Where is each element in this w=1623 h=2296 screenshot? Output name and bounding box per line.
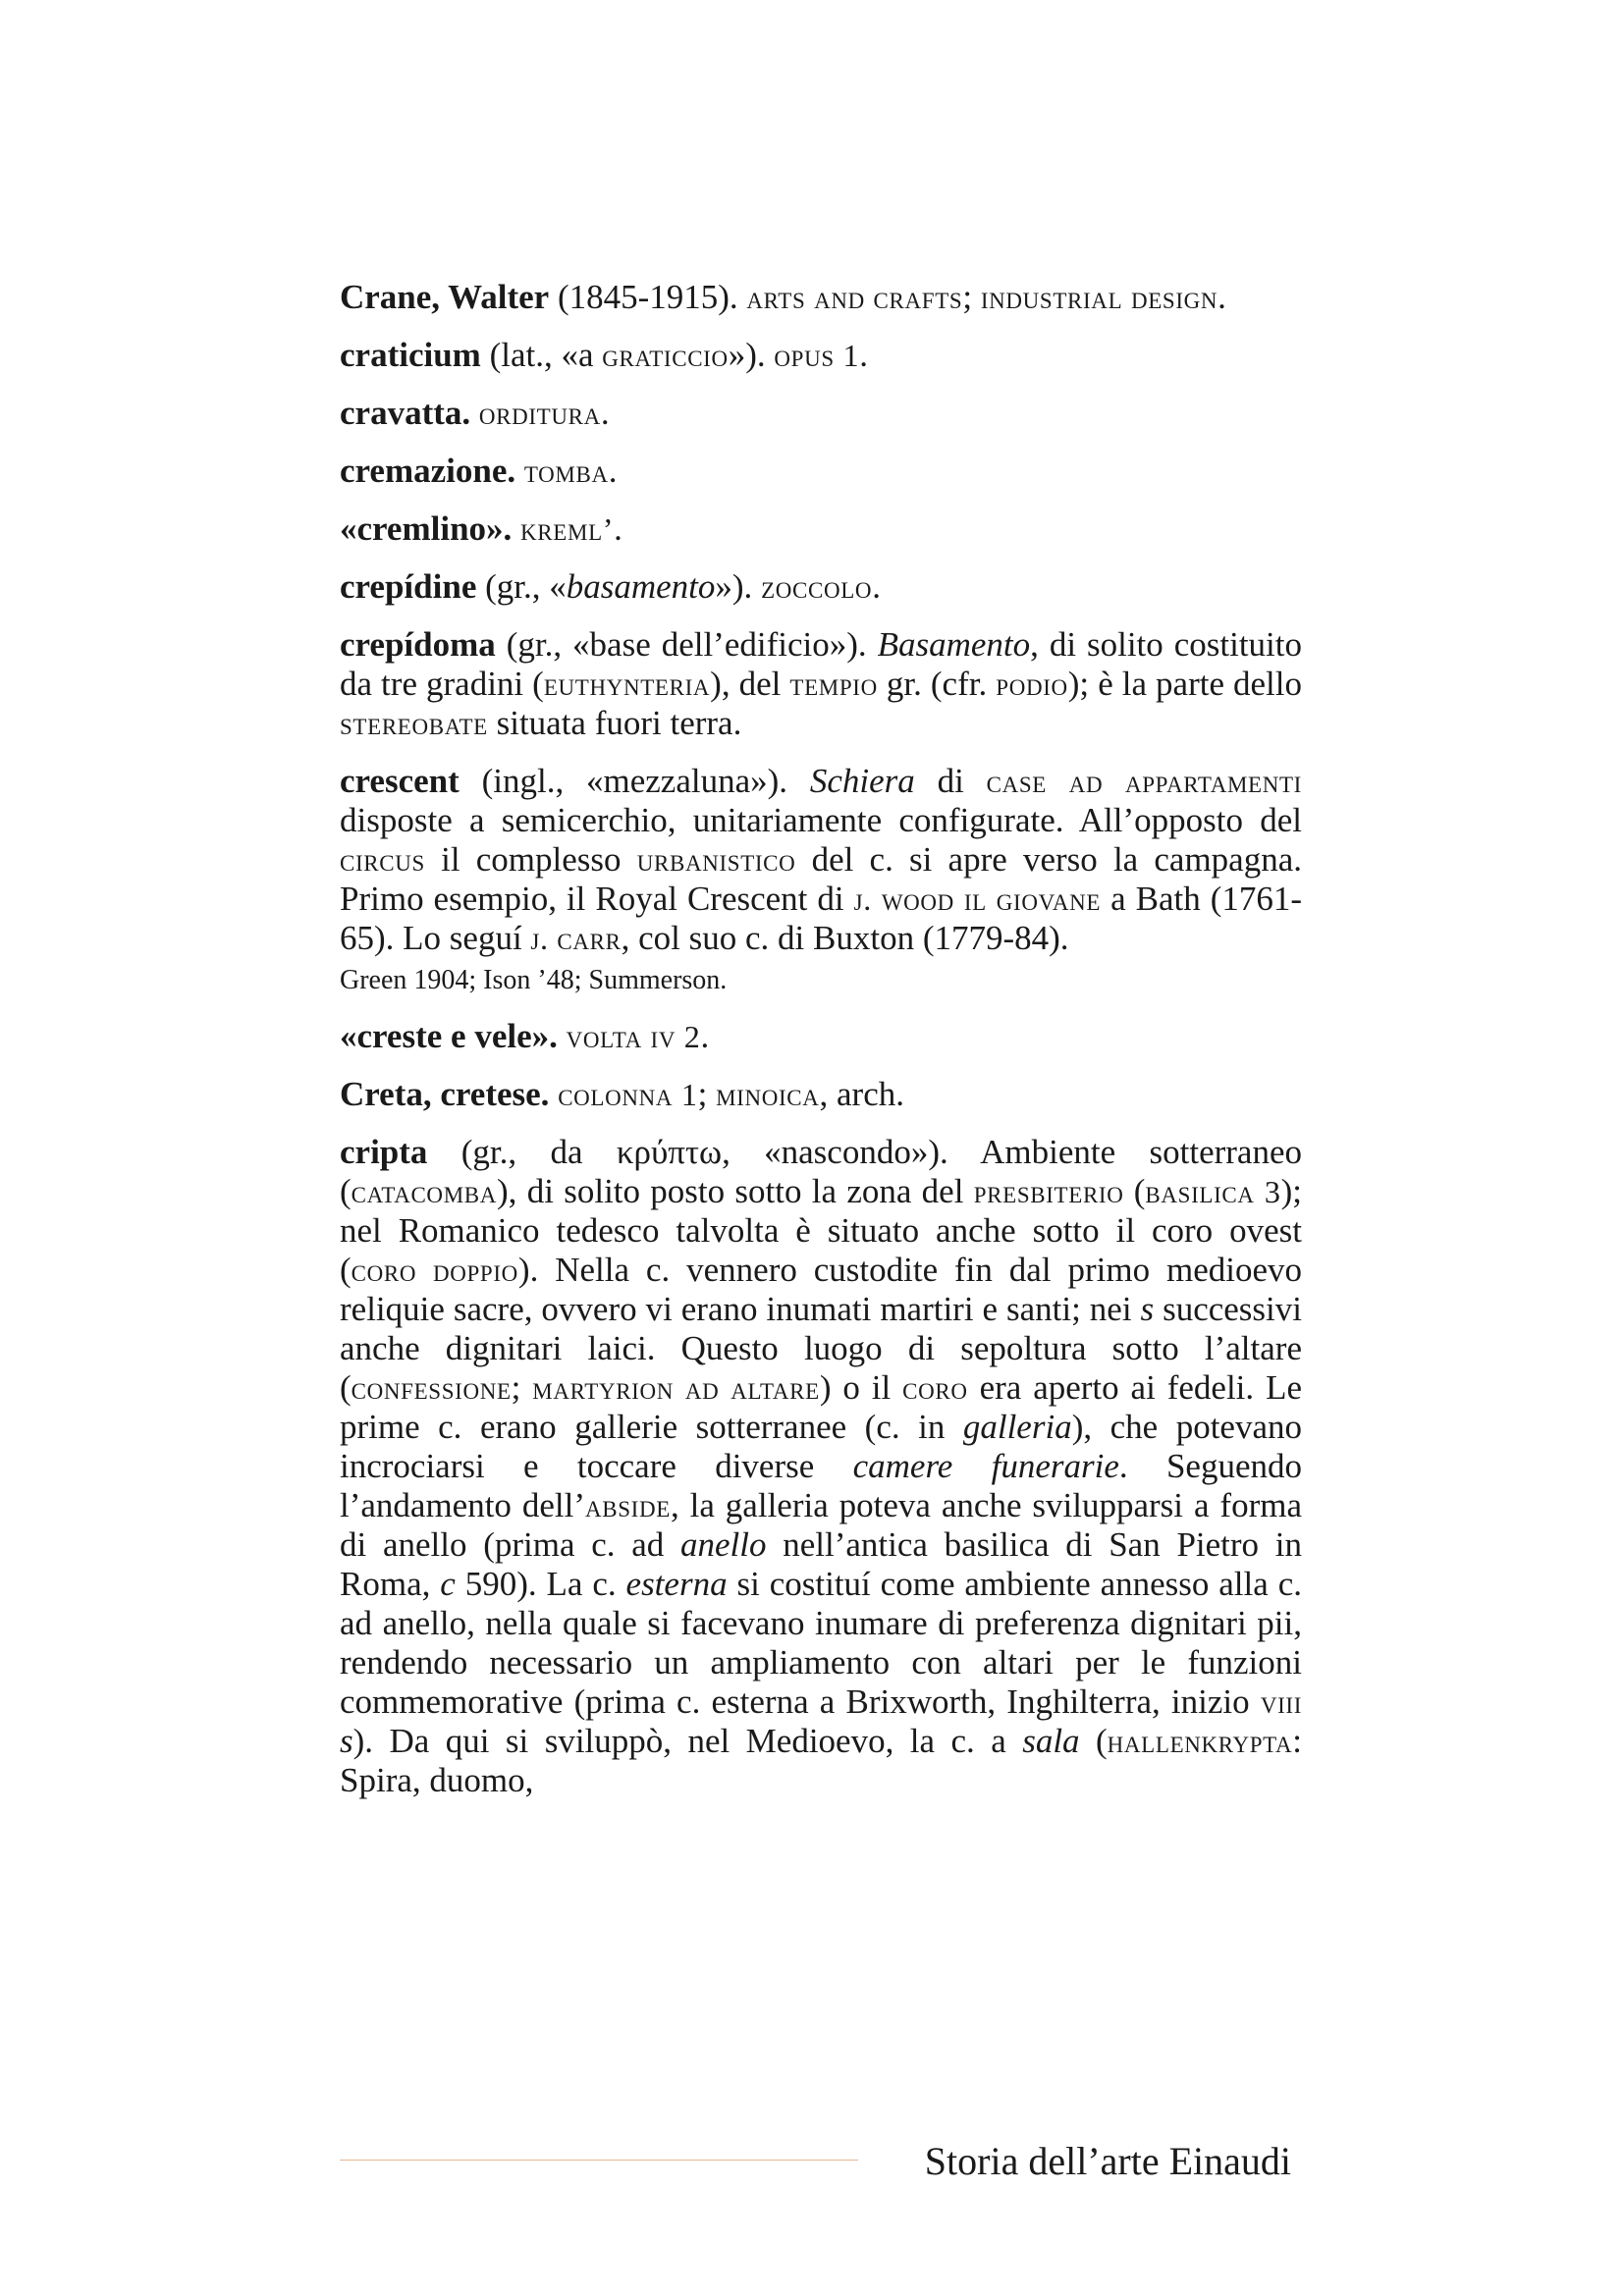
entry-text: ), che potevano incrociarsi e toccare diverse [340,1408,1302,1485]
entry-headword: cripta [340,1133,428,1171]
entry-text: il complesso [424,840,637,879]
footer-publication-title: Storia dell’arte Einaudi [924,2139,1291,2183]
cross-reference: circus [340,842,425,878]
cross-reference: stereobate [340,706,488,741]
entry-text: . [600,394,610,432]
cross-reference: coro [902,1370,968,1406]
entry-headword: cremazione. [340,452,516,490]
cross-reference: orditura [478,396,601,431]
cross-reference: minoica [716,1077,820,1112]
entry-text: , col suo c. di Buxton (1779-84). [621,919,1069,957]
entry-headword: crepídoma [340,625,496,664]
italic-term: galleria [962,1408,1072,1446]
cross-reference: podio [996,667,1068,702]
entry-text: nell’antica basilica di San Pietro in Roma, [340,1525,1302,1603]
entry-text: (gr., da [427,1133,617,1171]
entry-crescent [340,762,1302,958]
italic-term: c [440,1565,456,1603]
dictionary-column [340,278,1302,1819]
entry-crepidoma [340,625,1302,743]
entry-text: (1845-1915). [549,278,747,316]
entry-headword: crepídine [340,567,477,606]
cross-reference: industrial design [980,280,1218,315]
cross-reference: tempio [789,667,878,702]
bibliography-crescent: Green 1904; Ison ’48; Summerson. [340,965,728,995]
cross-reference: graticcio [602,338,729,373]
italic-term: camere funerarie [852,1447,1119,1485]
entry-text: , di solito costituito da tre gradini ( [340,625,1302,703]
entry-text: (ingl., «mezzaluna»). [459,762,810,800]
entry-text: a Bath (1761-65). Lo seguí [340,880,1302,957]
cross-reference: urbanistico [636,842,796,878]
cross-reference: confessione [351,1370,512,1406]
entry-text: ; [962,278,981,316]
entry-text: . Seguendo l’andamento dell’ [340,1447,1302,1524]
entry-text: successivi anche dignitari laici. Questo luogo di sepoltura sotto l’altare ( [340,1290,1302,1407]
cross-reference: presbiterio [973,1174,1124,1209]
entry-cremazione [340,452,1302,491]
entry-creta [340,1075,1302,1114]
cross-reference: basilica 3 [1145,1174,1281,1209]
entry-headword: Crane, Walter [340,278,550,316]
entry-text: si costituí come ambiente annesso alla c. ad anello, nella quale si facevano inumare di preferenza dignitari pii, rendendo necessario un ampliamento con altari per le funzioni commemorative (prima c. esterna a Brixworth, Inghilterra, inizio [340,1565,1302,1721]
entry-cripta [340,1133,1302,1800]
cross-reference: case ad appartamenti [986,764,1302,799]
entry-creste-e-vele [340,1017,1302,1056]
italic-term: esterna [625,1565,728,1603]
entry-text: ( [1079,1722,1108,1760]
entry-text: . [614,509,622,548]
entry-text: (gr., «base dell’edificio»). [495,625,878,664]
entry-text: (lat., «a [480,336,603,374]
cross-reference: opus 1 [774,338,860,373]
entry-text: »). [728,336,775,374]
entry-headword: «cremlino». [340,509,513,548]
entry-text: ). Nella c. vennero custodite fin dal primo medioevo reliquie sacre, ovvero vi erano inumati martiri e santi; nei [340,1251,1302,1328]
italic-term: s [340,1722,353,1760]
cross-reference: zoccolo [761,569,873,605]
entry-text: . [700,1017,710,1055]
entry-text: 590). La c. [455,1565,626,1603]
italic-term: Basamento [877,625,1031,664]
italic-term: Schiera [809,762,915,800]
entry-text: ), del [710,665,790,703]
entry-text: »). [715,567,762,606]
entry-headword: crescent [340,762,460,800]
cross-reference: viii [1260,1684,1302,1720]
entry-text: era aperto ai fedeli. Le prime c. erano gallerie sotterranee (c. in [340,1368,1302,1446]
entry-text: ) o il [819,1368,903,1407]
cross-reference: abside [585,1488,671,1523]
entry-headword: «creste e vele». [340,1017,558,1055]
entry-text: ( [1123,1172,1146,1210]
italic-term: s [1140,1290,1155,1328]
entry-text: , la galleria poteva anche svilupparsi a forma di anello (prima c. ad [340,1486,1302,1564]
entry-text: gr. (cfr. [877,665,997,703]
cross-reference: colonna 1 [558,1077,698,1112]
entry-text: . [1217,278,1226,316]
cross-reference: catacomba [351,1174,498,1209]
entry-text: , «nascondo»). Ambiente sotterraneo ( [340,1133,1302,1210]
cross-reference: kreml’ [520,511,615,547]
italic-term: basamento [566,567,716,606]
cross-reference: volta iv 2 [566,1019,701,1054]
entry-cravatta [340,394,1302,433]
cross-reference: tomba [523,454,609,489]
greek-term: κρύπτω [616,1133,723,1171]
entry-headword: cravatta. [340,394,471,432]
entry-cremlino [340,509,1302,549]
entry-text: . [872,567,881,606]
cross-reference: hallenkrypta [1107,1724,1293,1759]
italic-term: anello [680,1525,767,1564]
entry-text: ). Da qui si sviluppò, nel Medioevo, la c. a [352,1722,1023,1760]
entry-headword: craticium [340,336,481,374]
entry-craticium [340,336,1302,375]
entry-text: del c. si apre verso la campagna. Primo esempio, il Royal Crescent di [340,840,1303,918]
cross-reference: j. carr [530,921,622,956]
cross-reference: coro doppio [351,1253,518,1288]
cross-reference: martyrion ad altare [532,1370,820,1406]
italic-term: sala [1022,1722,1080,1760]
cross-reference: j. wood il giovane [853,881,1102,917]
entry-text: ); nel Romanico tedesco talvolta è situato anche sotto il coro ovest ( [340,1172,1302,1289]
entry-text: ; [511,1368,533,1407]
entry-text: , arch. [819,1075,904,1113]
entry-text: disposte a semicerchio, unitariamente configurate. All’opposto del [340,801,1302,839]
entry-headword: Creta, cretese. [340,1075,550,1113]
cross-reference: arts and crafts [746,280,963,315]
entry-text: ; [697,1075,717,1113]
entry-text: (gr., « [476,567,567,606]
footer-divider [340,2160,858,2161]
entry-text: ), di solito posto sotto la zona del [497,1172,974,1210]
entry-crane [340,278,1302,317]
entry-crepidine [340,567,1302,607]
cross-reference: euthynteria [543,667,711,702]
entry-text: situata fuori terra. [487,704,742,742]
entry-text: ); è la parte dello [1067,665,1302,703]
entry-text: : Spira, duomo, [340,1722,1303,1799]
entry-text: . [608,452,618,490]
entry-text: di [914,762,987,800]
entry-text: . [859,336,868,374]
